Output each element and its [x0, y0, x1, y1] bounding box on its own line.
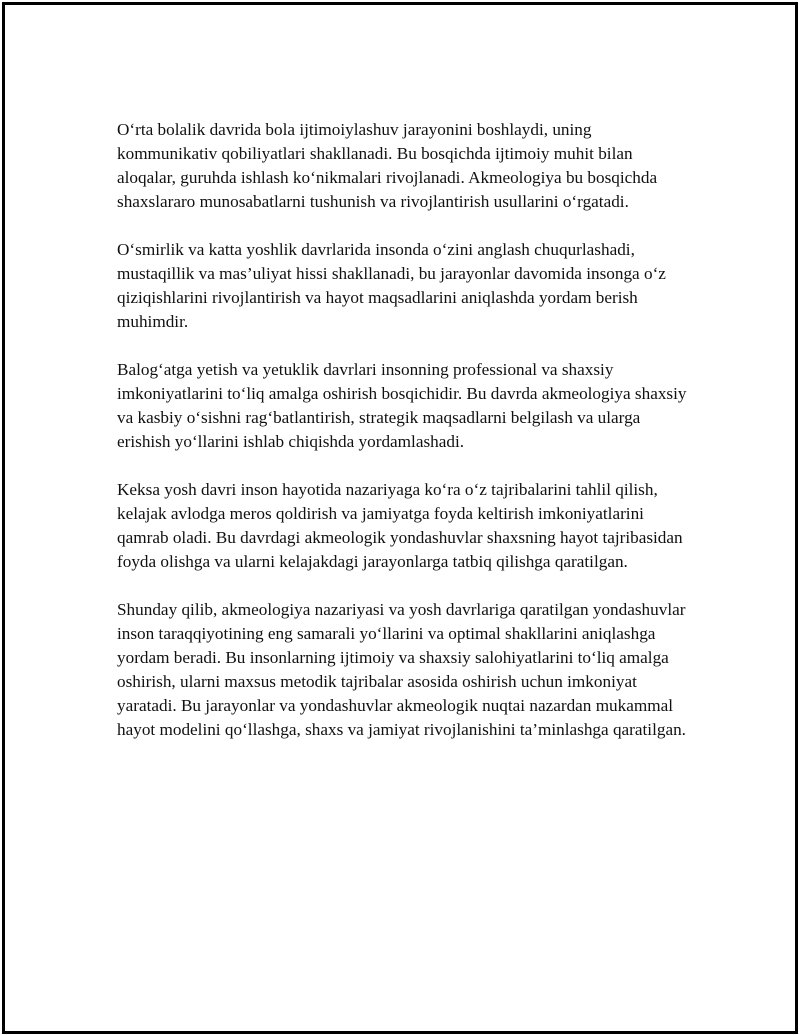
paragraph-adolescence: O‘smirlik va katta yoshlik davrlarida insonda o‘zini anglash chuqurlashadi, mustaqillik va mas’uliyat hissi shakllanadi, bu jarayonlar davomida insonga o‘z qiziqishlarini rivojlantirish va hayot maqsadlarini aniqlashda yordam berish muhimdir.	[117, 240, 666, 331]
paragraph-old-age: Keksa yosh davri inson hayotida nazariyaga ko‘ra o‘z tajribalarini tahlil qilish, kelajak avlodga meros qoldirish va jamiyatga foyda keltirish imkoniyatlarini qamrab oladi. Bu davrdagi akmeologik yondashuvlar shaxsning hayot tajribasidan foyda olishga va ularni kelajakdagi jarayonlarga tatbiq qilishga qaratilgan.	[117, 480, 683, 571]
paragraph-middle-childhood: O‘rta bolalik davrida bola ijtimoiylashuv jarayonini boshlaydi, uning kommunikativ qobiliyatlari shakllanadi. Bu bosqichda ijtimoiy muhit bilan aloqalar, guruhda ishlash ko‘nikmalari rivojlanadi. Akmeologiya bu bosqichda shaxslararo munosabatlarni tushunish va rivojlantirish usullarini o‘rgatadi.	[117, 120, 658, 211]
paragraph-adulthood: Balog‘atga yetish va yetuklik davrlari insonning professional va shaxsiy imkoniyatlarini to‘liq amalga oshirish bosqichidir. Bu davrda akmeologiya shaxsiy va kasbiy o‘sishni rag‘batlantirish, strategik maqsadlarni belgilash va ularga erishish yo‘llarini ishlab chiqishda yordamlashadi.	[117, 360, 687, 451]
paragraph-conclusion: Shunday qilib, akmeologiya nazariyasi va yosh davrlariga qaratilgan yondashuvlar inson taraqqiyotining eng samarali yo‘llarini va optimal shakllarini aniqlashga yordam beradi. Bu insonlarning ijtimoiy va shaxsiy salohiyatlarini to‘liq amalga oshirish, ularni maxsus metodik tajribalar asosida oshirish uchun imkoniyat yaratadi. Bu jarayonlar va yondashuvlar akmeologik nuqtai nazardan mukammal hayot modelini qo‘llashga, shaxs va jamiyat rivojlanishini ta’minlashga qaratilgan.	[117, 600, 686, 739]
document-body	[117, 118, 687, 766]
